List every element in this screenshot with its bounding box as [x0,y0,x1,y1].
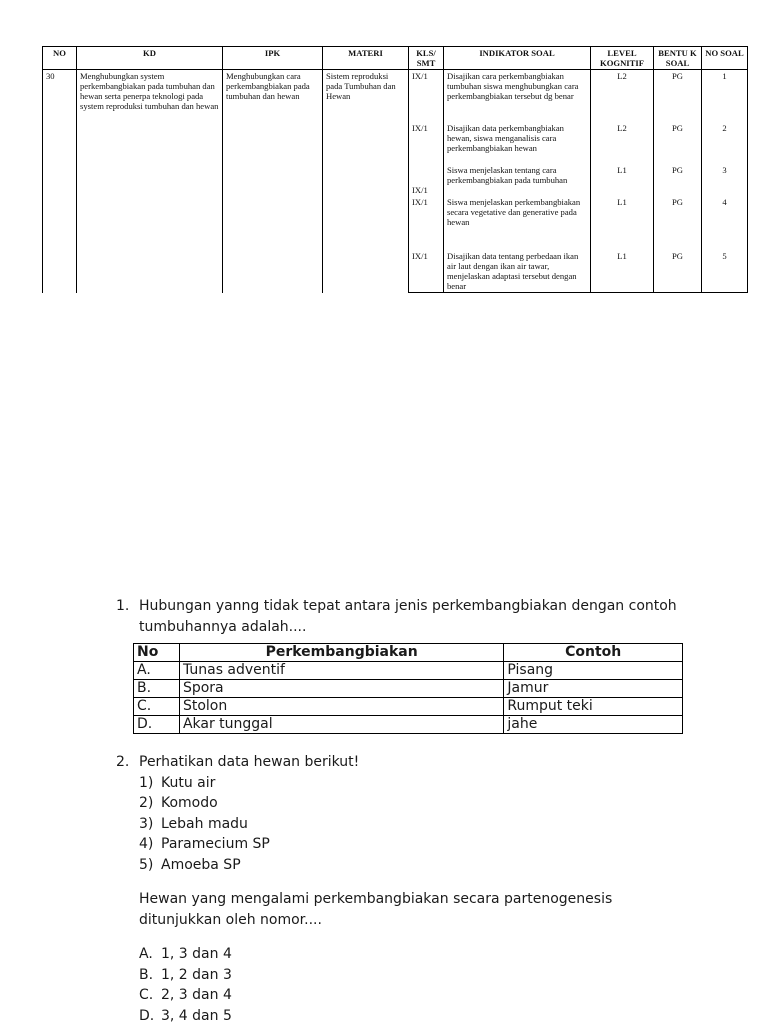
header-no-soal: NO SOAL [702,47,748,70]
header-kd: KD [77,47,223,70]
list-item [139,834,696,855]
question-intro: Perhatikan data hewan berikut! [139,752,696,773]
option-type: Spora [179,680,503,698]
indikator-cell: Siswa menjelaskan perkembangbiakan secara vegetative dan generative pada hewan [444,196,591,250]
indikator-cell: Disajikan data perkembangbiakan hewan, siswa menganalisis cara perkembangbiakan hewan [444,122,591,164]
question-1 [116,596,696,734]
question-text: Hubungan yanng tidak tepat antara jenis perkembangbiakan dengan contoh tumbuhannya adalah.... [139,596,696,637]
indikator-cell: Disajikan data tentang perbedaan ikan air laut dengan ikan air tawar, menjelaskan adaptasi tersebut dengan benar [444,250,591,293]
table-row [134,680,683,698]
indikator-cell: Siswa menjelaskan tentang cara perkembangbiakan pada tumbuhan [444,164,591,196]
list-item [139,773,696,794]
table-header-row [43,47,748,70]
materi-cell: Sistem reproduksi pada Tumbuhan dan Hewan [323,70,409,293]
option-example: Pisang [504,662,683,680]
option-letter: D. [139,1006,161,1026]
level-cell: L1 [591,250,654,293]
item-number: 1) [139,773,161,794]
option-type: Akar tunggal [179,716,503,734]
option-letter: C. [139,985,161,1006]
header-contoh: Contoh [504,644,683,662]
no-soal-cell: 2 [702,122,748,164]
ipk-cell: Menghubungkan cara perkembangbiakan pada tumbuhan dan hewan [223,70,323,293]
item-text: Lebah madu [161,814,248,835]
header-indikator: INDIKATOR SOAL [444,47,591,70]
kd-cell: Menghubungkan system perkembangbiakan pada tumbuhan dan hewan serta penerpa teknologi pada system reproduksi tumbuhan dan hewan [77,70,223,293]
item-text: Amoeba SP [161,855,241,876]
answer-option[interactable] [139,985,696,1006]
header-bentuk: BENTU K SOAL [654,47,702,70]
answer-option[interactable] [139,1006,696,1026]
table-row [43,70,748,123]
quiz-questions [116,596,696,1026]
level-cell: L2 [591,70,654,123]
header-no: No [134,644,180,662]
question-text: Hewan yang mengalami perkembangbiakan secara partenogenesis ditunjukkan oleh nomor.... [139,889,696,930]
question-number: 2. [116,752,138,773]
item-text: Kutu air [161,773,215,794]
kisi-kisi-table [42,46,748,293]
header-level: LEVEL KOGNITIF [591,47,654,70]
table-row [134,662,683,680]
bentuk-cell: PG [654,250,702,293]
header-kls-smt: KLS/ SMT [409,47,444,70]
option-example: Rumput teki [504,698,683,716]
option-text: 1, 3 dan 4 [161,944,232,965]
animal-list [139,773,696,876]
header-materi: MATERI [323,47,409,70]
option-text: 1, 2 dan 3 [161,965,232,986]
answer-option[interactable] [139,944,696,965]
no-soal-cell: 4 [702,196,748,250]
kls-cell: IX/1 [409,196,444,250]
item-text: Paramecium SP [161,834,270,855]
answer-options [139,944,696,1026]
options-table [133,643,683,734]
list-item [139,855,696,876]
row-number: 30 [43,70,77,293]
option-type: Tunas adventif [179,662,503,680]
indikator-cell: Disajikan cara perkembangbiakan tumbuhan siswa menghubungkan cara perkembangbiakan tersebut dg benar [444,70,591,123]
item-number: 3) [139,814,161,835]
table-row [134,698,683,716]
bentuk-cell: PG [654,122,702,164]
table-row [134,716,683,734]
list-item [139,793,696,814]
list-item [139,814,696,835]
option-text: 2, 3 dan 4 [161,985,232,1006]
no-soal-cell: 5 [702,250,748,293]
options-header-row [134,644,683,662]
header-no: NO [43,47,77,70]
kls-cell: IX/1 [409,122,444,164]
kls-cell: IX/1 [409,164,444,196]
level-cell: L1 [591,164,654,196]
question-number: 1. [116,596,138,617]
item-number: 5) [139,855,161,876]
option-letter: C. [134,698,180,716]
item-number: 4) [139,834,161,855]
header-perkembangbiakan: Perkembangbiakan [179,644,503,662]
no-soal-cell: 1 [702,70,748,123]
option-example: jahe [504,716,683,734]
item-number: 2) [139,793,161,814]
bentuk-cell: PG [654,70,702,123]
question-2 [116,752,696,1026]
option-text: 3, 4 dan 5 [161,1006,232,1026]
level-cell: L2 [591,122,654,164]
option-letter: B. [139,965,161,986]
option-letter: B. [134,680,180,698]
answer-option[interactable] [139,965,696,986]
kls-cell: IX/1 [409,70,444,123]
option-letter: A. [134,662,180,680]
header-ipk: IPK [223,47,323,70]
item-text: Komodo [161,793,218,814]
no-soal-cell: 3 [702,164,748,196]
option-type: Stolon [179,698,503,716]
level-cell: L1 [591,196,654,250]
option-letter: A. [139,944,161,965]
bentuk-cell: PG [654,196,702,250]
option-letter: D. [134,716,180,734]
bentuk-cell: PG [654,164,702,196]
option-example: Jamur [504,680,683,698]
kls-cell: IX/1 [409,250,444,293]
